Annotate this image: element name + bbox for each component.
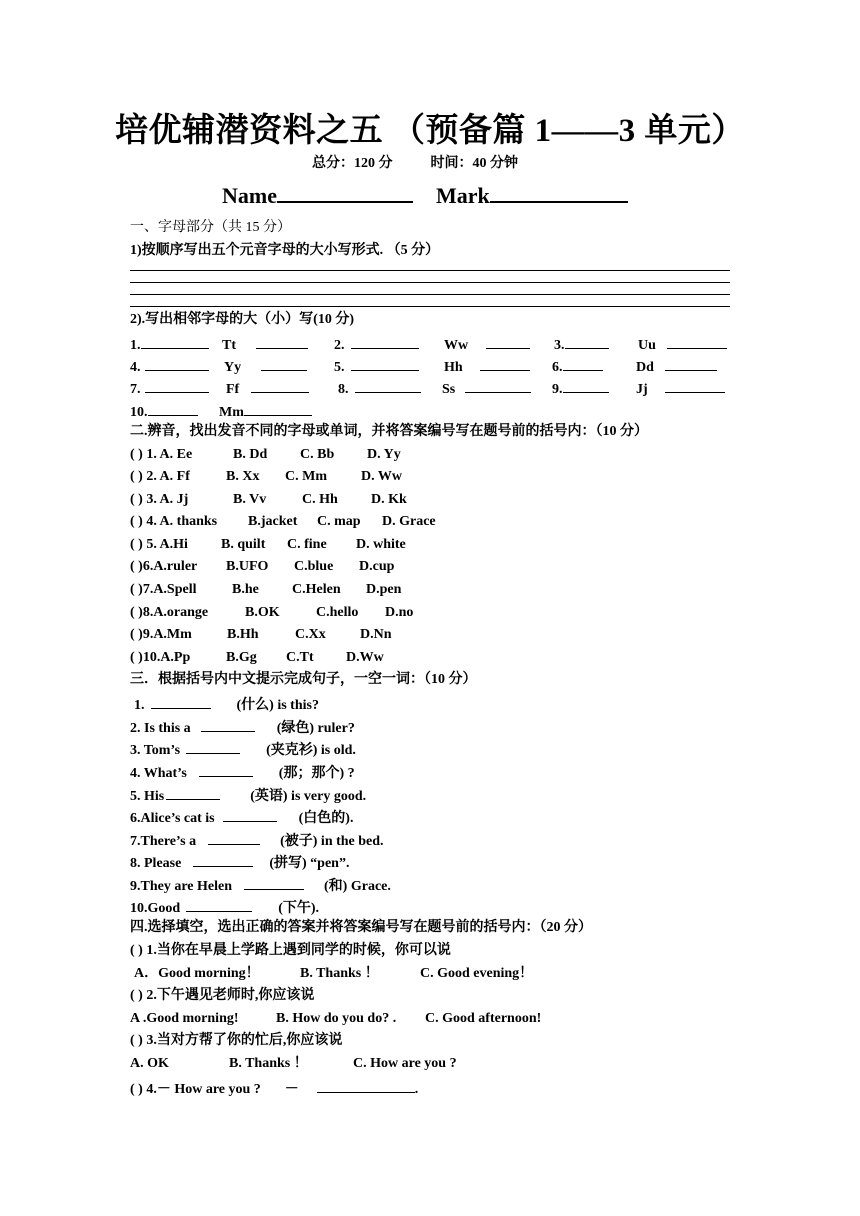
name-mark-row bbox=[222, 181, 628, 209]
letter-item: 3. Uu bbox=[554, 334, 727, 355]
choice-question: ( ) 3.当对方帮了你的忙后,你应该说 bbox=[130, 1033, 343, 1048]
choice-option-b[interactable]: B. Thanks ！ bbox=[300, 966, 379, 981]
sentence-item: 5. His (英语) is very good. bbox=[130, 785, 366, 806]
sentence-item: 10.Good (下午). bbox=[130, 897, 319, 918]
sentence-item: 4. What’s (那；那个) ? bbox=[130, 762, 355, 783]
answer-blank[interactable] bbox=[317, 1078, 415, 1093]
letter-item: 10. Mm bbox=[130, 401, 312, 422]
phonics-item: ( ) 3. A. Jj bbox=[130, 492, 189, 507]
sentence-item: 7.There’s a (被子) in the bed. bbox=[130, 830, 384, 851]
section3-heading: 三．根据括号内中文提示完成句子，一空一词：（10 分） bbox=[130, 672, 477, 687]
letter-item: 5. Hh bbox=[334, 356, 530, 377]
total-score: 总分：120 分 bbox=[312, 156, 393, 171]
time-limit: 时间：40 分钟 bbox=[430, 156, 518, 171]
answer-line[interactable] bbox=[130, 270, 730, 271]
section1-heading: 一、字母部分（共 15 分） bbox=[130, 220, 291, 235]
sentence-item: 6.Alice’s cat is (白色的). bbox=[130, 807, 353, 828]
phonics-item: ( )10.A.Pp bbox=[130, 650, 191, 665]
choice-option-a[interactable]: A .Good morning! bbox=[130, 1011, 239, 1026]
sentence-item: 9.They are Helen (和) Grace. bbox=[130, 875, 391, 896]
phonics-item: ( ) 5. A.Hi bbox=[130, 537, 188, 552]
choice-option-a[interactable]: A. OK bbox=[130, 1056, 169, 1071]
page-title: 培优辅潜资料之五 （预备篇 1——3 单元） bbox=[115, 113, 745, 149]
letter-item: 4. Yy bbox=[130, 356, 307, 377]
name-blank[interactable] bbox=[277, 181, 413, 203]
choice-option-c[interactable]: C. Good evening！ bbox=[420, 966, 534, 981]
phonics-item: ( ) 4. A. thanks bbox=[130, 514, 218, 529]
choice-question: ( ) 2.下午遇见老师时,你应该说 bbox=[130, 988, 315, 1003]
section4-heading: 四.选择填空，选出正确的答案并将答案编号写在题号前的括号内：（20 分） bbox=[130, 920, 592, 935]
mark-blank[interactable] bbox=[490, 181, 628, 203]
phonics-item: ( )6.A.ruler bbox=[130, 559, 198, 574]
answer-line[interactable] bbox=[130, 294, 730, 295]
section1-q2: 2).写出相邻字母的大（小）写(10 分) bbox=[130, 312, 354, 327]
phonics-item: ( )9.A.Mm bbox=[130, 627, 192, 642]
sentence-item: 3. Tom’s (夹克衫) is old. bbox=[130, 739, 356, 760]
sentence-item: 2. Is this a (绿色) ruler? bbox=[130, 717, 355, 738]
letter-item: 9. Jj bbox=[552, 378, 725, 399]
choice-question: ( ) 4.－ How are you ? － . bbox=[130, 1078, 418, 1099]
letter-item: 8. Ss bbox=[338, 378, 531, 399]
letter-item: 1. Tt bbox=[130, 334, 308, 355]
phonics-item: ( )7.A.Spell bbox=[130, 582, 197, 597]
phonics-item: ( ) 1. A. Ee bbox=[130, 447, 193, 462]
exam-meta bbox=[0, 152, 830, 172]
phonics-item: ( ) 2. A. Ff bbox=[130, 469, 190, 484]
phonics-item: ( )8.A.orange bbox=[130, 605, 209, 620]
choice-option-b[interactable]: B. How do you do? . bbox=[276, 1011, 397, 1026]
choice-option-c[interactable]: C. How are you ? bbox=[353, 1056, 457, 1071]
letter-item: 7. Ff bbox=[130, 378, 309, 399]
sentence-item: 1. (什么) is this? bbox=[134, 694, 319, 715]
name-label: Name bbox=[222, 183, 277, 208]
choice-option-b[interactable]: B. Thanks ！ bbox=[229, 1056, 308, 1071]
worksheet-page: 培优辅潜资料之五 （预备篇 1——3 单元） 总分：120 分 时间：40 分钟 Name Mark 一、字母部分（共 15 分） 1)按顺序写出五个元音字母的大小写形式. （5 分） 2).写出相邻字母的大（小）写(10 分) 1. Tt 2. Ww 3. Uu 4. Yy 5. Hh 6. Dd 7. Ff 8. Ss 9. Jj 10. Mm 二.辨音，找出发音不同的字母或单词，并将答案编号写在题号前的括号内：（10 分） ( ) 1. A. Ee B. Dd C. Bb D. Yy ( ) 2. A. Ff B. Xx C. Mm D. Ww ( ) 3. A. Jj B. Vv C. Hh D. Kk ( ) 4. A. thanks B.jacket C. map D. Grace ( ) 5. A.Hi B. quilt C. fine D. white ( )6.A.ruler B.UFO C.blue D.cup ( )7.A.Spell B.he C.Helen D.pen ( )8.A.orange B.OK C.hello D.no ( )9.A.Mm B.Hh C.Xx D.Nn ( )10.A.Pp B.Gg C.Tt D.Ww 三．根据括号内中文提示完成句子，一空一词：（10 分） 1. (什么) is this? 2. Is this a (绿色) ruler? 3. Tom’s (夹克衫) is old. 4. What’s (那；那个) ? 5. His (英语) is very good. 6.Alice’s cat is (白色的). 7.There’s a (被子) in the bed. 8. Please (拼写) “pen”. 9.They are Helen (和) Grace. 10.Good (下午). 四.选择填空，选出正确的答案并将答案编号写在题号前的括号内：（20 分） ( ) 1.当你在早晨上学路上遇到同学的时候，你可以说 A．Good morning！ B. Thanks ！ C. Good evening！ ( ) 2.下午遇见老师时,你应该说 A .Good morning! B. How do you do? . C. Good afternoon! ( ) 3.当对方帮了你的忙后,你应该说 A. OK B. Thanks ！ C. How are you ? ( ) 4.－ How are you ? － . bbox=[0, 0, 860, 1216]
mark-label: Mark bbox=[435, 183, 490, 208]
letter-item: 6. Dd bbox=[552, 356, 717, 377]
choice-option-a[interactable]: A．Good morning！ bbox=[134, 966, 260, 981]
choice-option-c[interactable]: C. Good afternoon! bbox=[425, 1011, 542, 1026]
choice-question: ( ) 1.当你在早晨上学路上遇到同学的时候，你可以说 bbox=[130, 943, 451, 958]
answer-line[interactable] bbox=[130, 282, 730, 283]
section1-q1: 1)按顺序写出五个元音字母的大小写形式. （5 分） bbox=[130, 243, 440, 258]
sentence-item: 8. Please (拼写) “pen”. bbox=[130, 852, 349, 873]
section2-heading: 二.辨音，找出发音不同的字母或单词，并将答案编号写在题号前的括号内：（10 分） bbox=[130, 424, 648, 439]
answer-line[interactable] bbox=[130, 306, 730, 307]
letter-item: 2. Ww bbox=[334, 334, 530, 355]
